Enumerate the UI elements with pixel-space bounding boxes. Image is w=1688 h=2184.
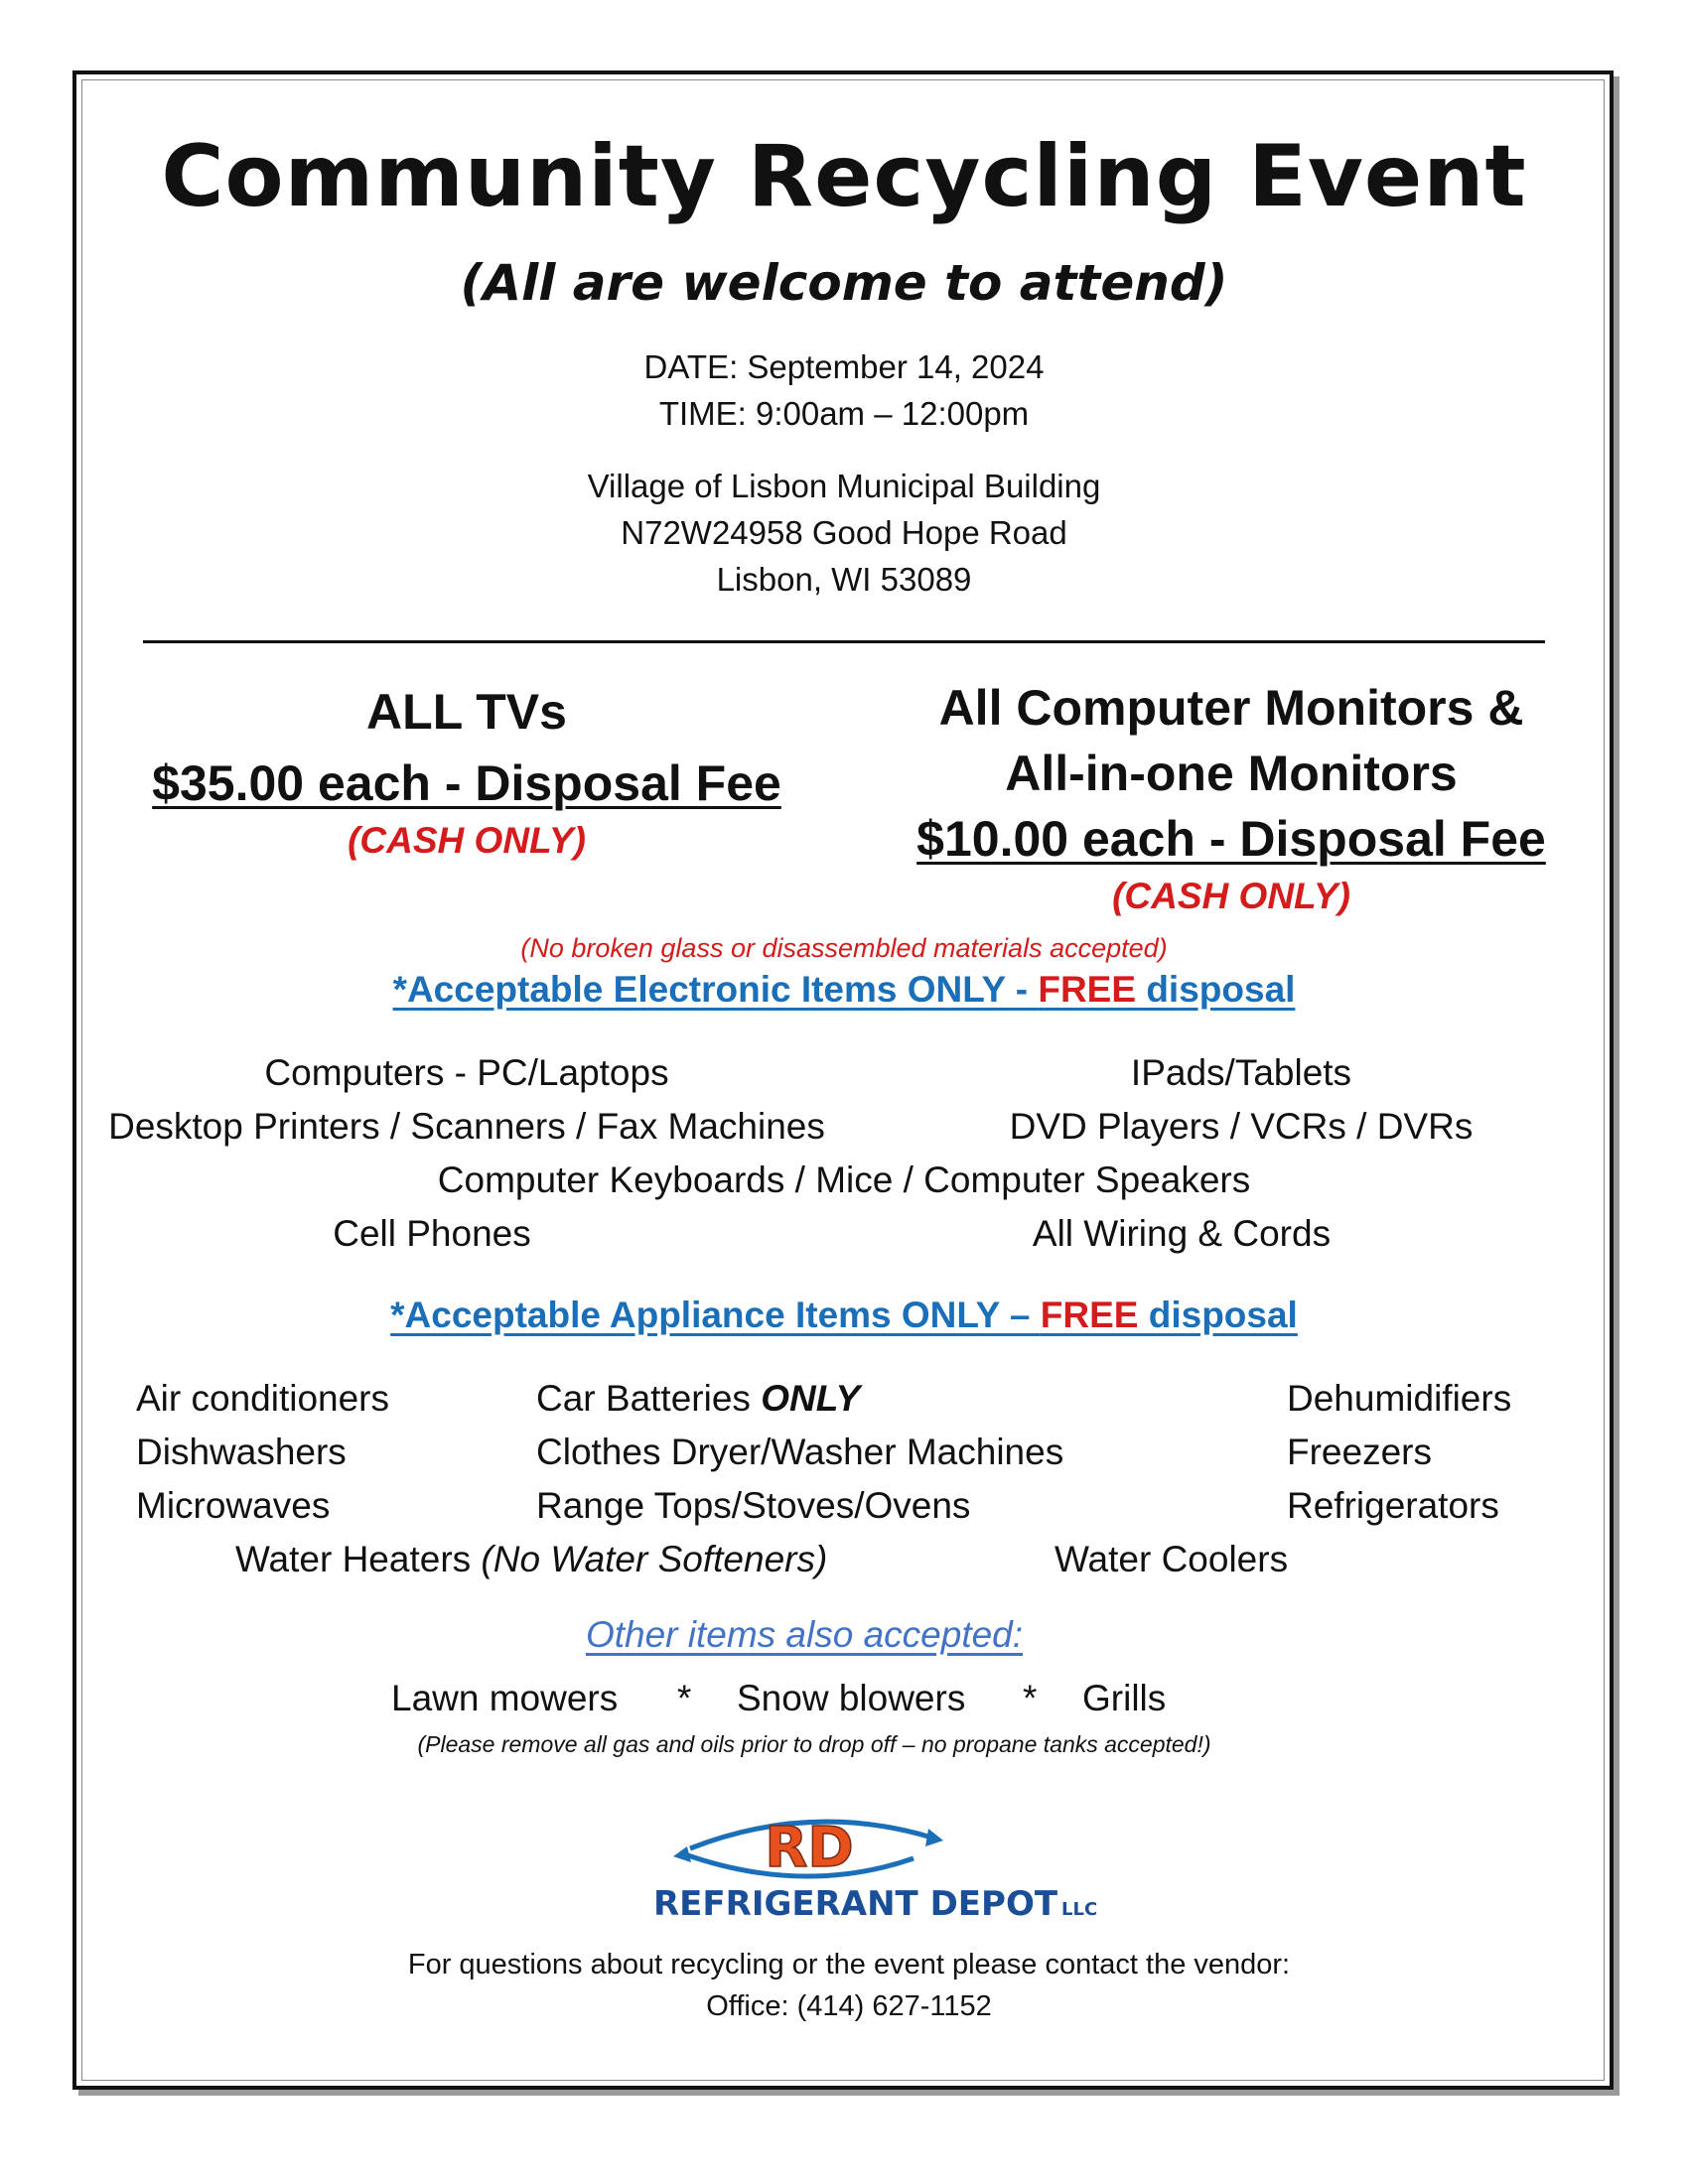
location-city: Lisbon, WI 53089	[716, 561, 972, 598]
item-water-heaters-note: (No Water Softeners)	[481, 1539, 828, 1579]
logo-suffix: LLC	[1061, 1899, 1098, 1920]
location-name: Village of Lisbon Municipal Building	[587, 468, 1101, 504]
appliances-heading-suffix: disposal	[1138, 1295, 1298, 1335]
item-water-heaters-label: Water Heaters	[235, 1539, 482, 1579]
appliances-heading	[0, 1295, 1688, 1336]
item-snow-blowers: Snow blowers	[737, 1678, 966, 1718]
location-address: N72W24958 Good Hope Road	[621, 514, 1067, 551]
appliances-heading-free: FREE	[1040, 1295, 1139, 1335]
item-car-batteries-label: Car Batteries	[536, 1378, 762, 1419]
item-computers: Computers - PC/Laptops	[264, 1052, 669, 1093]
item-wiring: All Wiring & Cords	[1032, 1213, 1332, 1254]
item-dryer-washer: Clothes Dryer/Washer Machines	[536, 1432, 1064, 1472]
refrigerant-depot-logo	[645, 1807, 1098, 1926]
electronics-heading-free: FREE	[1038, 969, 1137, 1010]
item-car-batteries-only: ONLY	[761, 1378, 861, 1419]
item-dvd: DVD Players / VCRs / DVRs	[1009, 1106, 1474, 1147]
item-water-coolers: Water Coolers	[1055, 1539, 1289, 1579]
item-printers: Desktop Printers / Scanners / Fax Machines	[108, 1106, 825, 1147]
event-subtitle: (All are welcome to attend)	[460, 254, 1228, 312]
appliances-heading-prefix: *Acceptable Appliance Items ONLY –	[390, 1295, 1041, 1335]
logo-name: REFRIGERANT DEPOT	[653, 1884, 1058, 1924]
item-freezers: Freezers	[1287, 1432, 1432, 1472]
separator-asterisk-1: *	[677, 1678, 692, 1718]
tv-heading: ALL TVs	[366, 684, 567, 740]
separator-asterisk-2: *	[1023, 1678, 1038, 1718]
item-ipads: IPads/Tablets	[1130, 1052, 1352, 1093]
item-keyboards: Computer Keyboards / Mice / Computer Speakers	[437, 1160, 1251, 1200]
item-dishwashers: Dishwashers	[136, 1432, 347, 1472]
item-water-heaters	[235, 1535, 827, 1584]
monitor-heading-2: All-in-one Monitors	[1005, 746, 1458, 801]
item-refrigerators: Refrigerators	[1287, 1485, 1499, 1526]
monitor-fee-block	[894, 675, 1569, 917]
event-time: TIME: 9:00am – 12:00pm	[658, 395, 1030, 432]
divider-line	[143, 640, 1545, 643]
item-range-tops: Range Tops/Stoves/Ovens	[536, 1485, 971, 1526]
footer-phone: Office: (414) 627-1152	[706, 1990, 992, 2022]
event-date: DATE: September 14, 2024	[643, 348, 1045, 385]
item-microwaves: Microwaves	[136, 1485, 331, 1526]
monitor-heading-1: All Computer Monitors &	[938, 680, 1524, 736]
item-cell-phones: Cell Phones	[333, 1213, 531, 1254]
item-dehumidifiers: Dehumidifiers	[1287, 1378, 1512, 1419]
monitor-price: $10.00 each - Disposal Fee	[916, 811, 1546, 867]
other-items-heading: Other items also accepted:	[585, 1614, 1024, 1655]
electronics-heading-suffix: disposal	[1136, 969, 1296, 1010]
tv-payment: (CASH ONLY)	[348, 820, 586, 861]
monitor-payment: (CASH ONLY)	[1112, 876, 1350, 916]
no-broken-glass-note: (No broken glass or disassembled materials accepted)	[520, 933, 1168, 963]
item-air-conditioners: Air conditioners	[136, 1378, 390, 1419]
logo-wordmark	[653, 1884, 1097, 1924]
electronics-heading-prefix: *Acceptable Electronic Items ONLY -	[392, 969, 1039, 1010]
tv-price: $35.00 each - Disposal Fee	[152, 755, 781, 811]
tv-fee-block	[99, 679, 834, 862]
gas-oil-note: (Please remove all gas and oils prior to drop off – no propane tanks accepted!)	[417, 1731, 1211, 1757]
event-title: Community Recycling Event	[161, 127, 1527, 226]
electronics-heading	[0, 969, 1688, 1011]
item-lawn-mowers: Lawn mowers	[391, 1678, 619, 1718]
logo-monogram: RD	[765, 1816, 854, 1880]
item-grills: Grills	[1082, 1678, 1167, 1718]
item-car-batteries	[536, 1374, 860, 1424]
footer-contact-text: For questions about recycling or the event please contact the vendor:	[407, 1949, 1291, 1980]
logo-emblem-icon	[645, 1807, 973, 1886]
